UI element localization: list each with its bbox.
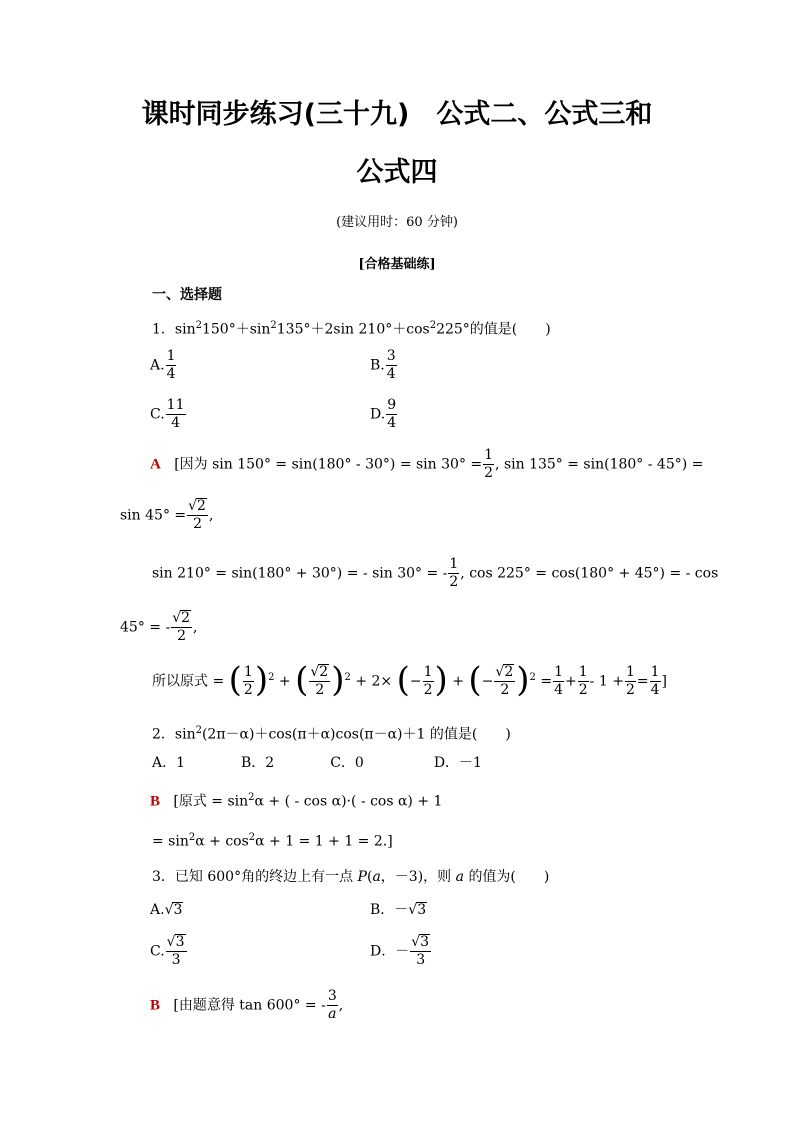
question-3-option-a: A.√3 bbox=[150, 902, 183, 918]
question-3-solution-line1: B [由题意得 tan 600° = - $\frac{3}{a}$ , bbox=[150, 988, 344, 1022]
question-1-solution-line1: A [因为 sin 150° = sin(180° - 30°) = sin 30° = $\frac{1}{2}$ , sin 135° = sin(180° - 45°) = bbox=[150, 447, 704, 481]
part-heading: 一、选择题 bbox=[152, 287, 222, 303]
answer-letter: B bbox=[150, 997, 161, 1014]
question-2-stem: 2．$\sin^2(2\pi-\alpha)+\cos(\pi+\alpha)\cos(\pi-\alpha)+1$ 的值是( ) bbox=[152, 725, 511, 743]
question-1-stem: 1．$\sin^2150^\circ+\sin^2135^\circ+2\sin$ $210^\circ+\cos^2225^\circ$的值是( ) bbox=[152, 320, 551, 338]
question-3-option-c: C. $\frac{√3}{3}$ bbox=[150, 934, 185, 968]
answer-letter: B bbox=[150, 793, 161, 810]
question-1-solution-line4: 45° = - $\frac{√2}{2}$ , bbox=[120, 610, 198, 644]
question-1-solution-line3: sin 210° = sin(180° + 30°) = - sin 30° = - $\frac{1}{2}$ , cos 225° = cos(180° + 45°) = - cos bbox=[152, 556, 719, 590]
page-title-line1: 课时同步练习(三十九) 公式二、公式三和 bbox=[141, 99, 653, 130]
question-1-solution-line2: sin 45° = $\frac{√2}{2}$ , bbox=[120, 498, 214, 532]
question-3-stem: 3．已知 600°角的终边上有一点 P(a，－3)，则 a 的值为( ) bbox=[152, 869, 550, 885]
time-note: (建议用时：60 分钟) bbox=[336, 215, 458, 230]
question-1-option-b: B. $\frac{3}{4}$ bbox=[370, 348, 396, 382]
question-2-options: A．1 B．2 C．0 D．－1 bbox=[152, 755, 482, 771]
question-2-solution-line1: B [原式 = $\sin^2\alpha$ + ( - cos α)·( - cos α) + 1 bbox=[150, 792, 443, 810]
page-title-line2: 公式四 bbox=[356, 157, 438, 188]
question-1-option-a: A. $\frac{1}{4}$ bbox=[150, 348, 176, 382]
question-1-option-c: C. $\frac{11}{4}$ bbox=[150, 397, 185, 431]
answer-letter: A bbox=[150, 456, 161, 473]
section-header: [合格基础练] bbox=[358, 257, 436, 272]
question-2-solution-line2: = $\sin^2\alpha + \cos^2\alpha + 1 = 1 + 1 = 2$.] bbox=[152, 832, 393, 850]
question-3-option-d: D．－ $\frac{√3}{3}$ bbox=[370, 934, 430, 968]
question-3-option-b: B．－√3 bbox=[370, 902, 427, 918]
question-1-solution-line5: 所以原式 = ( $\frac{1}{2}$ )$^2$ + ( $\frac{√2}{2}$ )$^2$ + 2× (− $\frac{1}{2}$ ) + (− $\frac{√2}{2}$ )$^2$ = $\frac{1}{4}$ + $\frac{1}{2}$ - 1 + $\frac{1}{2}$ = $\frac{1}{4}$ ] bbox=[152, 659, 667, 700]
question-1-option-d: D. $\frac{9}{4}$ bbox=[370, 397, 397, 431]
